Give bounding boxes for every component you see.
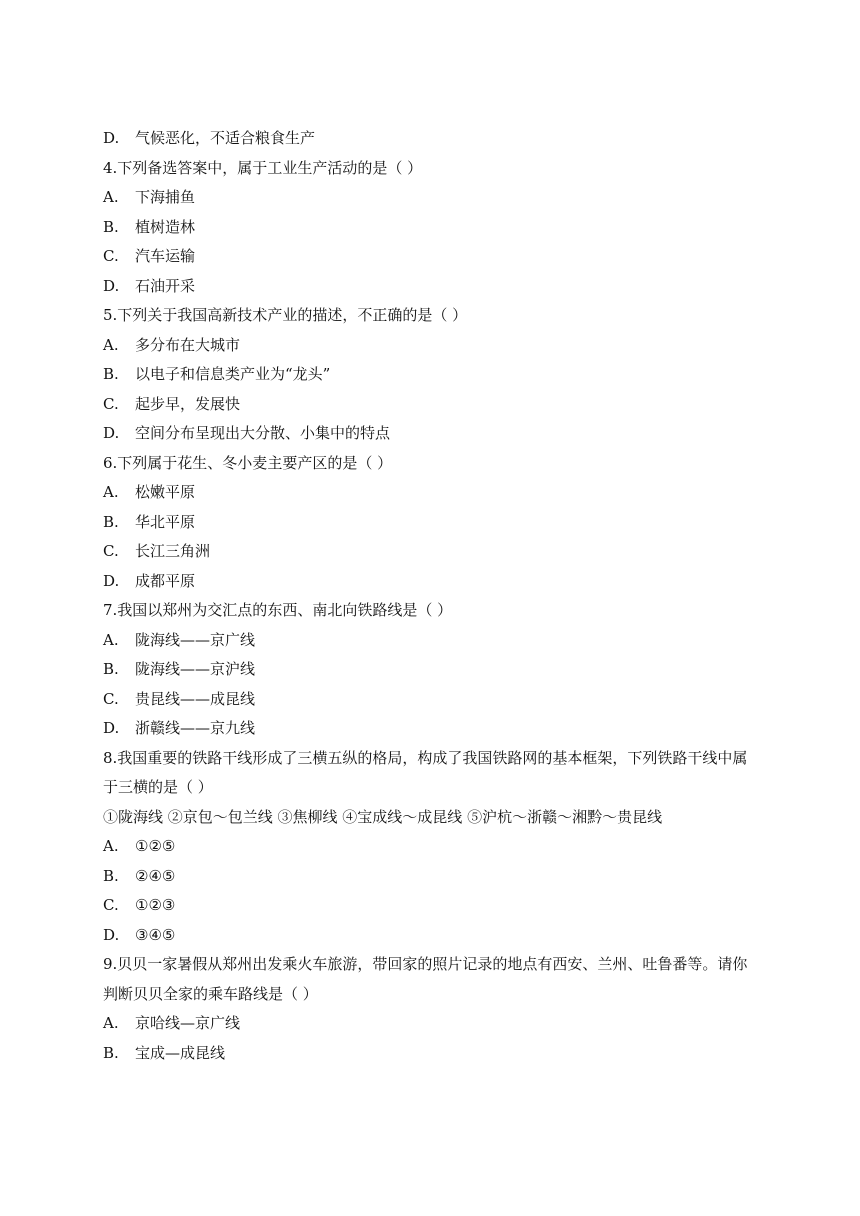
option-letter: C. [103,542,119,560]
answer-option [103,423,780,443]
question-text: 7.我国以郑州为交汇点的东西、南北向铁路线是（ ） [103,601,453,619]
option-letter: C. [103,247,119,265]
question-text: 6.下列属于花生、冬小麦主要产区的是（ ） [103,454,393,472]
option-text: 以电子和信息类产业为“龙头” [135,365,331,383]
option-text: 成都平原 [135,572,196,590]
option-text: 松嫩平原 [135,483,196,501]
option-letter: D. [103,129,120,147]
option-text: 植树造林 [135,218,196,236]
answer-option [103,276,780,296]
answer-option [103,364,780,384]
option-letter: A. [103,188,119,206]
option-text: 多分布在大城市 [135,336,241,354]
option-letter: D. [103,719,120,737]
option-text: 宝成—成昆线 [135,1044,226,1062]
option-text: 起步早，发展快 [135,395,241,413]
option-letter: A. [103,483,119,501]
question-text: ①陇海线 ②京包～包兰线 ③焦柳线 ④宝成线～成昆线 ⑤沪杭～浙赣～湘黔～贵昆线 [103,808,663,826]
option-text: 浙赣线——京九线 [135,719,256,737]
option-text: 陇海线——京沪线 [135,660,256,678]
option-text: 下海捕鱼 [135,188,196,206]
option-letter: A. [103,631,119,649]
option-letter: B. [103,218,119,236]
answer-option [103,718,780,738]
answer-option [103,187,780,207]
option-text: 京哈线—京广线 [135,1014,241,1032]
answer-option [103,866,780,886]
answer-option [103,571,780,591]
option-text: 气候恶化，不适合粮食生产 [135,129,316,147]
option-letter: B. [103,365,119,383]
option-text: ③④⑤ [135,926,176,944]
answer-option [103,630,780,650]
answer-option [103,1043,780,1063]
option-text: ①②⑤ [135,837,176,855]
answer-option [103,512,780,532]
question-text: 8.我国重要的铁路干线形成了三横五纵的格局，构成了我国铁路网的基本框架，下列铁路干线中属 [103,749,748,767]
option-letter: C. [103,690,119,708]
option-text: 华北平原 [135,513,196,531]
answer-option [103,541,780,561]
answer-option [103,836,780,856]
answer-option [103,925,780,945]
option-letter: A. [103,1014,119,1032]
option-letter: D. [103,926,120,944]
option-letter: D. [103,424,120,442]
option-text: ②④⑤ [135,867,176,885]
answer-option [103,482,780,502]
answer-option [103,1013,780,1033]
option-letter: A. [103,336,119,354]
answer-option [103,246,780,266]
question-text: 4.下列备选答案中，属于工业生产活动的是（ ） [103,159,423,177]
question-text: 于三横的是（ ） [103,778,213,796]
option-letter: C. [103,896,119,914]
option-text: 汽车运输 [135,247,196,265]
answer-option [103,895,780,915]
answer-option [103,128,780,148]
option-letter: D. [103,277,120,295]
answer-option [103,659,780,679]
question-text: 5.下列关于我国高新技术产业的描述，不正确的是（ ） [103,306,468,324]
question-text: 9.贝贝一家暑假从郑州出发乘火车旅游，带回家的照片记录的地点有西安、兰州、吐鲁番等。请你 [103,955,748,973]
option-letter: B. [103,867,119,885]
question-text: 判断贝贝全家的乘车路线是（ ） [103,985,318,1003]
option-letter: A. [103,837,119,855]
option-letter: B. [103,1044,119,1062]
answer-option [103,394,780,414]
answer-option [103,217,780,237]
option-text: 石油开采 [135,277,196,295]
answer-option [103,335,780,355]
option-letter: B. [103,660,119,678]
option-text: 贵昆线——成昆线 [135,690,256,708]
answer-option [103,689,780,709]
option-letter: B. [103,513,119,531]
option-text: 空间分布呈现出大分散、小集中的特点 [135,424,391,442]
option-text: 长江三角洲 [135,542,211,560]
option-text: ①②③ [135,896,176,914]
option-letter: C. [103,395,119,413]
option-letter: D. [103,572,120,590]
option-text: 陇海线——京广线 [135,631,256,649]
